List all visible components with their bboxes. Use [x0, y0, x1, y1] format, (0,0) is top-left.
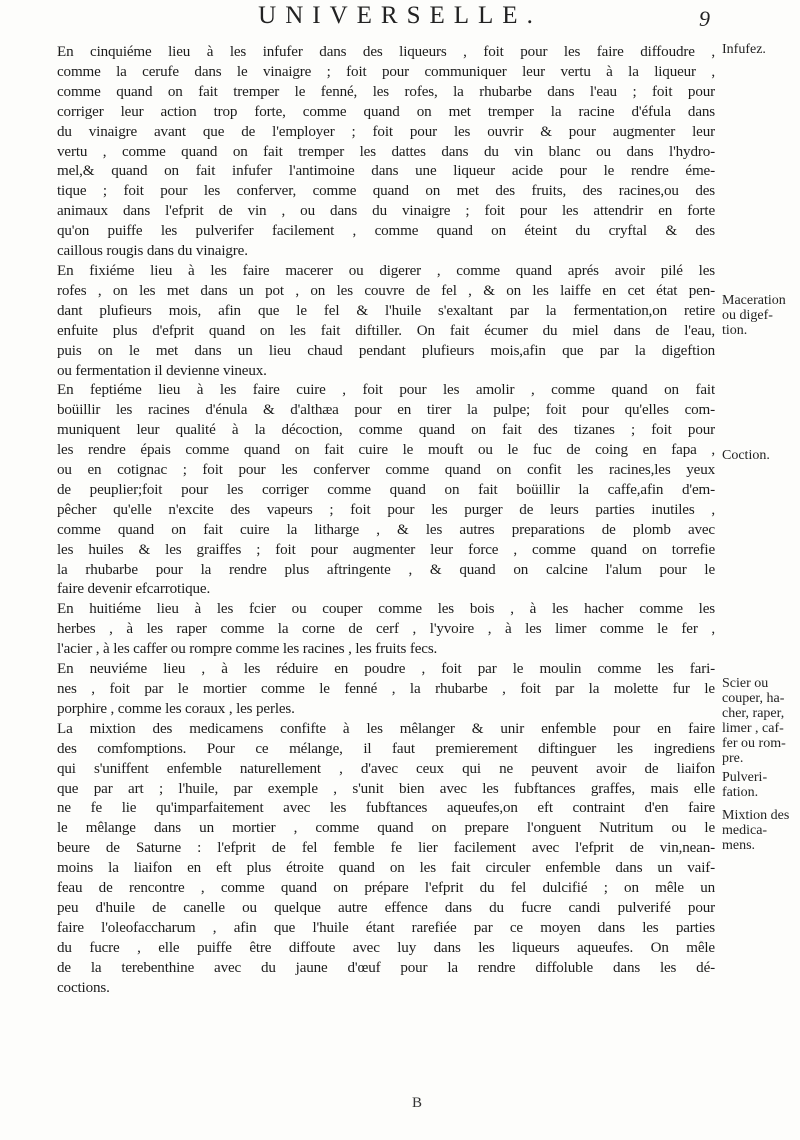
text-line: des comfomptions. Pour ce mélange, il faut premierement diftinguer les ingrediens — [57, 740, 715, 757]
margin-note-line: fation. — [722, 785, 759, 800]
text-line: qui s'uniffent enfemble naturellement , d'avec ceux qui ne peuvent avoir de liaifon — [57, 760, 715, 777]
text-line: de peuplier;foit pour les corriger comme quand on fait boüillir la caffe,afin d'em- — [57, 481, 715, 498]
paragraph — [57, 720, 715, 999]
text-line: En fixiéme lieu à les faire macerer ou digerer , comme quand aprés avoir pilé les — [57, 262, 715, 279]
text-line: rofes , on les met dans un pot , on les couvre de fel , & on les laiffe en cet état pen- — [57, 282, 715, 299]
margin-note-line: mens. — [722, 838, 756, 853]
margin-note — [722, 293, 800, 338]
text-line: pêcher qu'elle n'excite des vapeurs ; foit pour les purger de leurs parties inutiles , — [57, 501, 715, 518]
margin-note — [722, 448, 800, 463]
paragraph — [57, 660, 715, 720]
text-line: les huiles & les graiffes ; foit pour augmenter leur force , comme quand on torrefie — [57, 541, 715, 558]
text-line: le mêlange dans un mortier , comme quand on prepare l'onguent Nutritum ou le — [57, 820, 715, 837]
margin-note-line: Coction. — [722, 448, 770, 463]
margin-note-line: Mixtion des — [722, 808, 790, 823]
text-line: les rendre épais comme quand on fait cuire le mouft ou le fuc de coing en fapa , — [57, 442, 715, 459]
margin-note-line: Infufez. — [722, 42, 766, 57]
text-line: nes , foit par le mortier comme le fenné , la rhubarbe , foit par la molette fur le — [57, 681, 715, 697]
text-line: porphire , comme les coraux , les perles. — [57, 700, 295, 717]
text-line: puis on le met dans un lieu chaud pendant plufieurs mois,afin que par la digeftion — [57, 342, 715, 359]
paragraph — [57, 43, 715, 262]
margin-note — [722, 808, 800, 853]
margin-note — [722, 42, 800, 57]
text-line: comme la cerufe dans le vinaigre ; foit pour communiquer leur vertu à la liqueur , — [57, 63, 715, 80]
body-text — [57, 43, 715, 999]
margin-note-line: cher, raper, — [722, 706, 785, 721]
text-line: moins la liaifon en eft plus étroite quand on les fait circuler enfemble dans un vaif- — [57, 860, 715, 877]
text-line: peu d'huile de canelle ou quelque autre effence dans du fucre candi pulverifé pour — [57, 899, 715, 916]
text-line: enfuite plus d'efprit quand on les fait diftiller. On fait écumer du miel dans de l'eau, — [57, 322, 715, 339]
text-line: de la terebenthine avec du jaune d'œuf pour la rendre diffoluble dans les dé- — [57, 959, 715, 976]
text-line: vertu , comme quand on fait tremper les dattes dans du vin blanc ou dans l'hydro- — [57, 143, 715, 160]
page-header — [0, 2, 800, 42]
text-line: caillous rougis dans du vinaigre. — [57, 243, 248, 260]
paragraph — [57, 600, 715, 660]
text-line: animaux dans l'efprit de vin , ou dans du vinaigre ; foit pour les attendrir en forte — [57, 203, 715, 220]
margin-note-line: Scier ou — [722, 676, 769, 691]
text-line: beure de Saturne : l'efprit de fel femble fe lier facilement avec l'efprit de vin,nean- — [57, 840, 715, 857]
text-line: la rhubarbe pour la rendre plus aftringente , & quand on calcine l'alum pour le — [57, 561, 715, 578]
text-line: feau de rencontre , comme quand on prépare l'efprit du fel dulcifié ; on mêle un — [57, 880, 715, 897]
paragraph — [57, 381, 715, 600]
margin-note-line: Maceration — [722, 293, 786, 308]
margin-note-line: couper, ha- — [722, 691, 785, 706]
text-line: En neuviéme lieu , à les réduire en poudre , foit par le moulin comme les fari- — [57, 661, 715, 678]
text-line: ne fe lie qu'imparfaitement avec les fubftances aqueufes,on eft contraint d'en faire — [57, 800, 715, 817]
margin-note-line: fer ou rom- — [722, 736, 786, 751]
text-line: tique ; foit pour les conferver, comme quand on met des fruits, des racines,ou des — [57, 183, 715, 200]
text-line: mel,& quand on fait infufer l'antimoine dans une liqueur acide pour le rendre éme- — [57, 163, 715, 180]
text-line: En feptiéme lieu à les faire cuire , foit pour les amolir , comme quand on fait — [57, 382, 715, 399]
text-line: dant plufieurs mois, afin que le fel & l'huile s'exaltant par la fermentation,on retire — [57, 302, 715, 319]
text-line: du vinaigre avant que de l'employer ; foit pour les ouvrir & pour augmenter leur — [57, 123, 715, 140]
margin-note-line: Pulveri- — [722, 770, 768, 785]
text-line: coctions. — [57, 979, 110, 996]
margin-note-line: medica- — [722, 823, 768, 838]
paragraph — [57, 262, 715, 381]
page-number: 9 — [699, 6, 710, 31]
text-line: ou fermentation il devienne vineux. — [57, 362, 267, 379]
text-line: corriger leur action trop forte, comme quand on met tremper la racine d'éfula dans — [57, 103, 715, 120]
catchword: B — [412, 1095, 423, 1111]
text-line: comme quand on fait cuire la litharge , & les autres preparations de plomb avec — [57, 521, 715, 538]
margin-note — [722, 676, 800, 766]
text-line: En huitiéme lieu à les fcier ou couper comme les bois , à les hacher comme les — [57, 601, 715, 618]
margin-note-line: ou digef- — [722, 308, 773, 323]
text-line: En cinquiéme lieu à les infufer dans des liqueurs , foit pour les faire diffoudre , — [57, 44, 715, 60]
running-head: UNIVERSELLE. — [258, 2, 542, 29]
margin-note-line: tion. — [722, 323, 748, 338]
text-line: herbes , à les raper comme la corne de cerf , l'yvoire , à les limer comme le fer , — [57, 621, 715, 638]
text-line: que par art ; l'huile, par exemple , s'unit bien avec les fubftances graffes, mais elle — [57, 780, 715, 797]
text-line: ou en cotignac ; foit pour les conferver comme quand on confit les racines,les yeux — [57, 462, 715, 479]
text-line: qu'on puiffe les pulverifer facilement , comme quand on éteint du cryftal & des — [57, 223, 715, 240]
text-line: faire devenir efcarrotique. — [57, 581, 211, 598]
text-line: l'acier , à les caffer ou rompre comme les racines , les fruits fecs. — [57, 641, 438, 658]
text-line: comme quand on fait tremper le fenné, les rofes, la rhubarbe dans l'eau ; foit pour — [57, 83, 715, 100]
text-line: boüillir les racines d'énula & d'althæa pour en tirer la pulpe; foit pour qu'elles com- — [57, 402, 715, 419]
margin-note-line: limer , caf- — [722, 721, 784, 736]
text-line: faire l'oleofaccharum , afin que l'huile étant rarefiée par ce moyen dans les parties — [57, 919, 715, 936]
text-line: La mixtion des medicamens confifte à les mêlanger & unir enfemble pour en faire — [57, 720, 715, 737]
text-line: muniquent leur qualité à la décoction, comme quand on fait des tizanes ; foit pour — [57, 422, 715, 439]
margin-note — [722, 770, 800, 800]
text-line: du fucre , elle puiffe être diffoute avec luy dans les liqueurs aqueufes. On mêle — [57, 939, 715, 956]
margin-note-line: pre. — [722, 751, 744, 766]
